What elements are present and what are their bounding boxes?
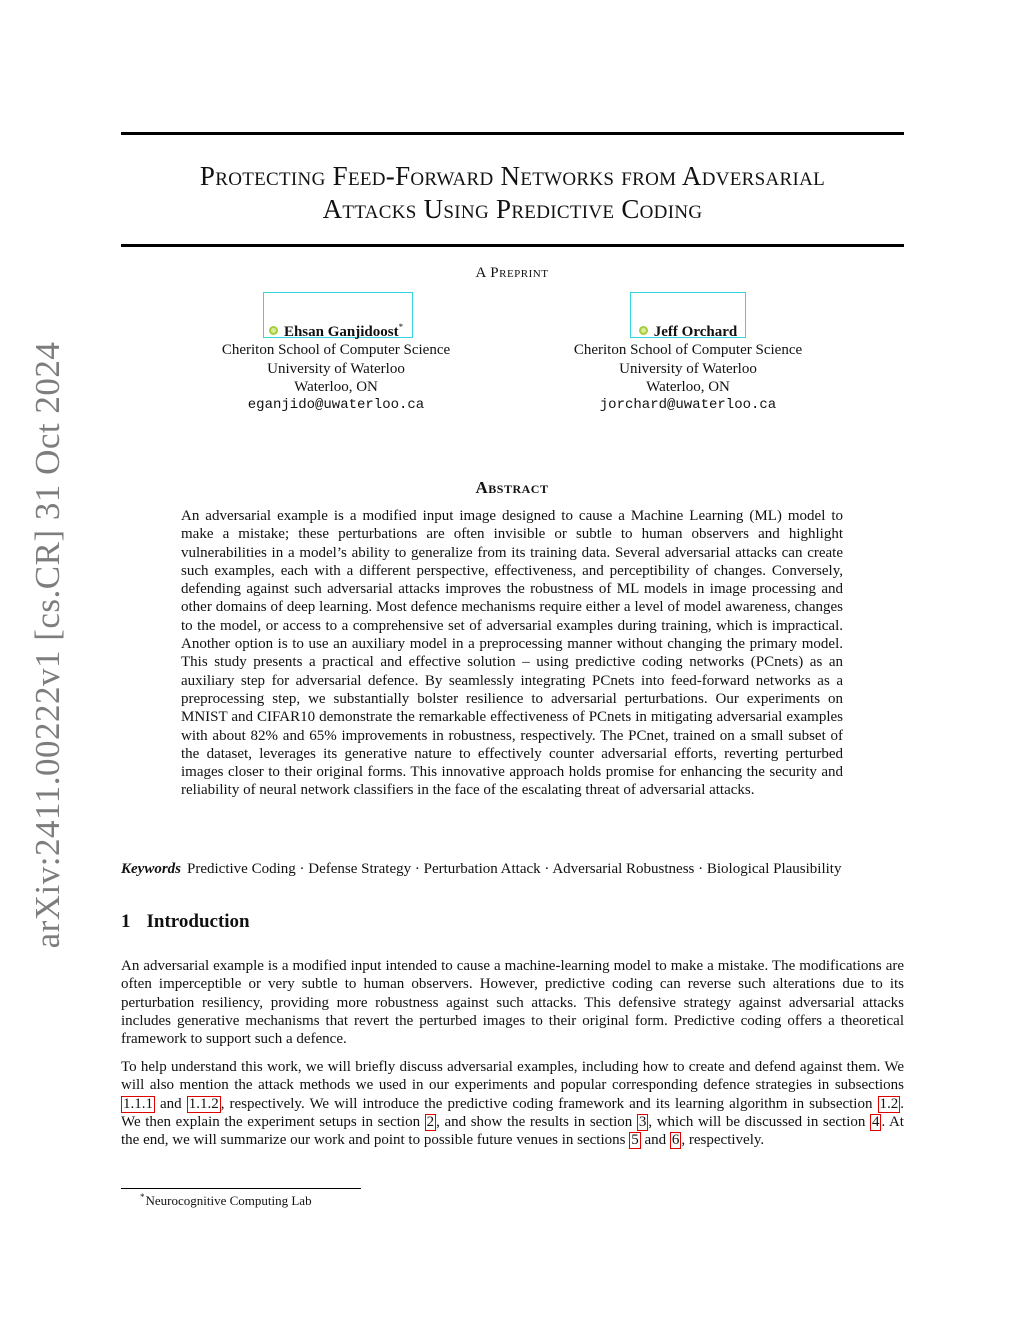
paragraph-text: , and show the results in section [436,1113,637,1130]
orcid-icon[interactable] [269,326,278,335]
ref-link-section-4[interactable]: 4 [871,1113,880,1130]
intro-paragraph-2 [121,1058,904,1149]
author-university: University of Waterloo [267,360,405,377]
author-name: Ehsan Ganjidoost [283,324,399,340]
author-footnote-marker: * [398,322,404,332]
title-line-2: Attacks Using Predictive Coding [322,194,703,224]
footnote-rule [121,1188,361,1189]
paragraph-text: , respectively. [681,1132,765,1149]
keywords-list: Predictive Coding · Defense Strategy · Perturbation Attack · Adversarial Robustness · Biological Plausibility [187,861,842,877]
paragraph-text: and [640,1132,670,1149]
author-block-1 [196,318,476,414]
intro-paragraph-1: An adversarial example is a modified input intended to cause a machine-learning model to make a mistake. The modifications are often imperceptible or very subtle to human observers. However, predictive coding can reverse such alterations due to its perturbation resiliency, providing more robustness against such attacks. This defensive strategy against adversarial attacks includes generative mechanisms that revert the perturbed images to their original form. Predictive coding offers a theoretical framework to support such a defence. [121,958,904,1048]
author-location: Waterloo, ON [646,378,730,395]
ref-link-subsection-1-1-1[interactable]: 1.1.1 [123,1095,153,1112]
paragraph-text: . At the end, we will summarize our work and point to possible future venues in sections [121,1113,904,1149]
author-email: eganjido@uwaterloo.ca [247,397,425,414]
preprint-label: A Preprint [475,265,549,281]
author-name: Jeff Orchard [653,324,738,340]
author-email: jorchard@uwaterloo.ca [599,397,777,414]
author-university: University of Waterloo [619,360,757,377]
footnote [140,1192,312,1209]
title-rule-bottom [121,244,904,247]
keywords-line [121,860,904,878]
abstract-heading: Abstract [475,478,549,497]
paragraph-text: . We then explain the experiment setups in section [121,1095,904,1130]
author-name-line [548,318,828,341]
paragraph-text: and [155,1095,187,1112]
paragraph-text: , which will be discussed in section [648,1113,870,1130]
author-affiliation: Cheriton School of Computer Science [573,342,803,359]
orcid-icon[interactable] [639,326,648,335]
footnote-text: Neurocognitive Computing Lab [145,1193,312,1208]
ref-link-section-6[interactable]: 6 [671,1132,680,1149]
abstract-text: An adversarial example is a modified input image designed to cause a Machine Learning (ML) model to make a mistake; these perturbations are often invisible or subtle to human observers and highlight vulnerabilities in a model’s ability to generalize from its training data. Several adversarial attacks can create such examples, each with a different perspective, effectiveness, and perceptibility of changes. Conversely, defending against such adversarial attacks improves the robustness of ML models in image processing and other domains of deep learning. Most defence mechanisms require either a level of model awareness, changes to the model, or access to a comprehensive set of adversarial examples during training, which is impractical. Another option is to use an auxiliary model in a preprocessing manner without changing the primary model. This study presents a practical and effective solution – using predictive coding networks (PCnets) as an auxiliary step for adversarial defence. By seamlessly integrating PCnets into feed-forward networks as a preprocessing step, we substantially bolster resilience to adversarial perturbations. Our experiments on MNIST and CIFAR10 demonstrate the remarkable effectiveness of PCnets in mitigating adversarial examples with about 82% and 65% improvements in robustness, respectively. The PCnet, trained on a small subset of the dataset, leverages its generative nature to effectively counter adversarial efforts, reverting perturbed images closer to their original forms. This innovative approach holds promise for enhancing the security and reliability of neural network classifiers in the face of the escalating threat of adversarial attacks. [181,508,843,799]
ref-link-subsection-1-2[interactable]: 1.2 [879,1095,899,1112]
author-block-2 [548,318,828,414]
paragraph-text: , respectively. We will introduce the predictive coding framework and its learning algorithm in subsection [220,1095,878,1112]
keywords-label: Keywords [121,861,181,877]
author-location: Waterloo, ON [294,378,378,395]
author-affiliation: Cheriton School of Computer Science [221,342,451,359]
paragraph-text: To help understand this work, we will briefly discuss adversarial examples, including how to create and defend against them. We will also mention the attack methods we used in our experiments and popular corresponding defence strategies in subsections [121,1059,904,1094]
ref-link-subsection-1-1-2[interactable]: 1.1.2 [188,1095,219,1112]
arxiv-identifier-stamp: arXiv:2411.00222v1 [cs.CR] 31 Oct 2024 [28,341,67,949]
paper-title [121,160,904,226]
ref-link-section-3[interactable]: 3 [638,1113,647,1130]
ref-link-section-5[interactable]: 5 [631,1132,639,1149]
ref-link-section-2[interactable]: 2 [426,1113,435,1130]
section-number: 1 [121,911,131,932]
section-heading-introduction [121,911,250,933]
title-line-1: Protecting Feed-Forward Networks from Adversarial [199,161,826,191]
title-rule-top [121,132,904,135]
author-name-line [196,318,476,341]
footnote-marker: * [140,1192,145,1202]
section-title: Introduction [146,911,250,932]
